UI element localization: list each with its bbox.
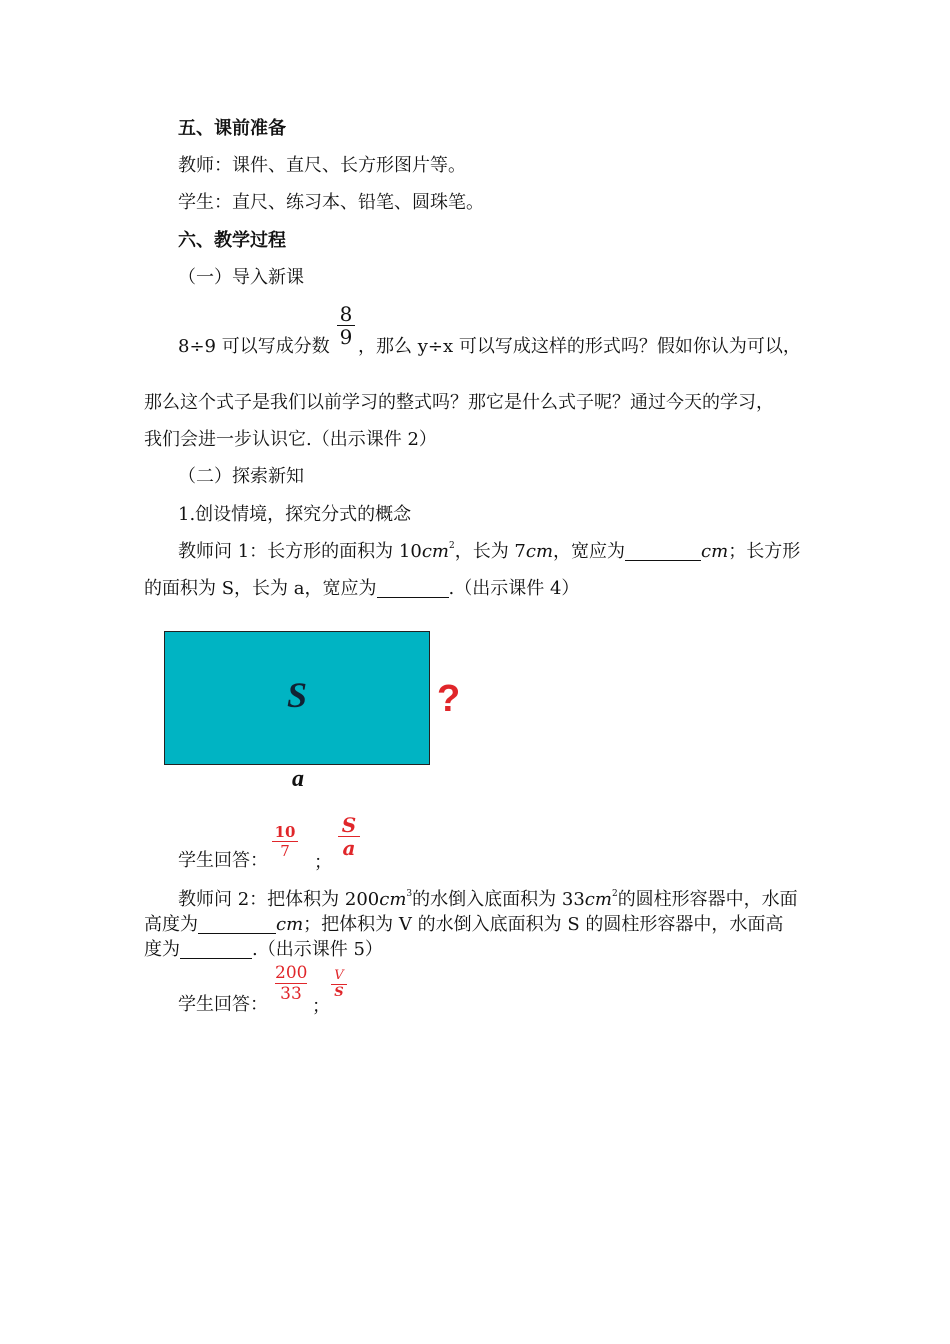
q2-text-d: 高度为 [144, 914, 198, 935]
question1-line1 [178, 539, 800, 565]
fraction-denominator: a [342, 836, 356, 860]
q2-text-g: .（出示课件 5） [252, 939, 383, 960]
student-materials: 学生：直尺、练习本、铅笔、圆珠笔。 [178, 192, 484, 213]
answer1-fraction-10-7 [272, 823, 298, 860]
fraction-denominator: 33 [280, 984, 302, 1004]
question2-line2 [144, 912, 783, 938]
answer2-prefix: 学生回答： [178, 994, 268, 1015]
answer2-fraction-v-s [331, 968, 347, 1001]
q2-text-f: 度为 [144, 939, 180, 960]
superscript-2: 2 [611, 889, 618, 899]
teacher-materials: 教师：课件、直尺、长方形图片等。 [178, 155, 466, 176]
step1-title: 1.创设情境，探究分式的概念 [178, 504, 412, 525]
answer1-separator: ； [314, 852, 332, 873]
question2-line3 [144, 937, 383, 963]
section5-heading: 五、课前准备 [178, 118, 286, 139]
fraction-denominator: 9 [339, 325, 353, 349]
part1-title: （一）导入新课 [178, 267, 304, 288]
fraction-numerator: S [341, 813, 357, 837]
answer-blank [180, 940, 252, 959]
q2-text-b: 的水倒入底面积为 33 [412, 889, 585, 910]
length-label-a: a [292, 766, 304, 792]
fraction-numerator: 8 [339, 302, 353, 326]
q1-text-a: 教师问 1：长方形的面积为 10 [178, 541, 422, 562]
unit-cm: cm [421, 541, 449, 562]
answer2-separator: ； [312, 996, 330, 1017]
rectangle-figure [164, 631, 430, 765]
superscript-2: 2 [448, 541, 455, 551]
intro-text-d: 我们会进一步认识它.（出示课件 2） [144, 429, 437, 450]
answer1-fraction-s-a [338, 814, 360, 859]
unit-cm: cm [525, 541, 554, 562]
q1-text-f: .（出示课件 4） [448, 578, 580, 599]
q2-text-a: 教师问 2：把体积为 200 [178, 889, 380, 910]
fraction-numerator: V [334, 968, 344, 983]
answer-blank [377, 579, 449, 598]
fraction-denominator: 7 [280, 842, 290, 860]
intro-text-c: 那么这个式子是我们以前学习的整式吗？那它是什么式子呢？通过今天的学习， [144, 392, 774, 413]
section6-heading: 六、教学过程 [178, 230, 286, 251]
unit-cm: cm [276, 914, 304, 935]
q2-text-c: 的圆柱形容器中，水面 [617, 889, 798, 910]
answer-blank [625, 542, 701, 561]
unit-cm: cm [584, 889, 612, 910]
fraction-numerator: 10 [274, 823, 296, 841]
superscript-3: 3 [406, 889, 413, 899]
q2-text-e: ；把体积为 V 的水倒入底面积为 S 的圆柱形容器中，水面高 [303, 914, 784, 935]
part2-title: （二）探索新知 [178, 466, 304, 487]
fraction-denominator: S [334, 985, 344, 1000]
intro-text-b: ，那么 y÷x 可以写成这样的形式吗？假如你认为可以， [358, 336, 801, 357]
q1-text-e: 的面积为 S，长为 a，宽应为 [144, 578, 377, 599]
fraction-numerator: 200 [275, 963, 308, 983]
answer2-fraction-200-33 [275, 963, 307, 1004]
intro-text-a: 8÷9 可以写成分数 [178, 336, 330, 357]
question2-line1 [178, 887, 798, 913]
q1-text-b: ，长为 7 [454, 541, 526, 562]
answer1-prefix: 学生回答： [178, 850, 268, 871]
question-mark-icon: ? [437, 678, 461, 720]
question1-line2 [144, 576, 579, 602]
q1-text-d: ；长方形 [728, 541, 801, 562]
answer-blank [198, 915, 276, 934]
fraction-8-9 [337, 303, 355, 348]
area-label-s: S [286, 675, 308, 715]
unit-cm: cm [701, 541, 729, 562]
unit-cm: cm [379, 889, 407, 910]
q1-text-c: ，宽应为 [553, 541, 626, 562]
